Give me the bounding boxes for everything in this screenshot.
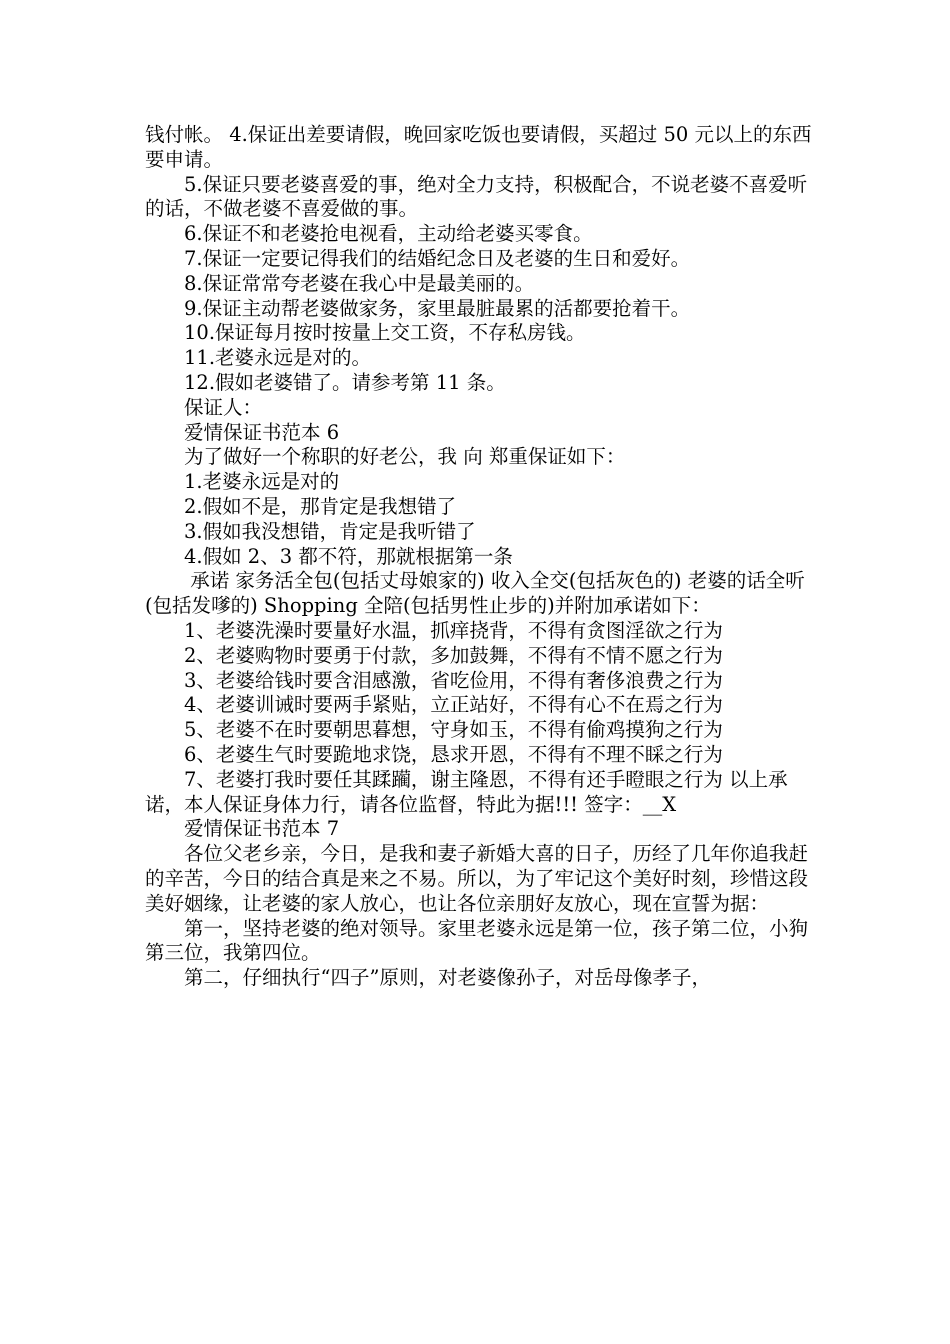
paragraph: 1.老婆永远是对的 <box>184 470 340 494</box>
paragraph: 3、老婆给钱时要含泪感激，省吃俭用，不得有奢侈浪费之行为 <box>184 668 723 692</box>
section-heading: 爱情保证书范本 7 <box>184 817 340 841</box>
paragraph: 第二，仔细执行“四子”原则，对老婆像孙子，对岳母像孝子， <box>184 966 711 990</box>
section-heading: 爱情保证书范本 6 <box>184 420 340 444</box>
paragraph: 各位父老乡亲，今日，是我和妻子新婚大喜的日子，历经了几年你追我赶的辛苦，今日的结合真是来之不易。所以，为了牢记这个美好时刻，珍惜这段美好姻缘，让老婆的家人放心，也让各位亲朋好友放心，现在宣誓为据： <box>145 842 809 915</box>
paragraph: 4.假如 2、3 都不符，那就根据第一条 <box>184 544 513 568</box>
paragraph: 8.保证常常夸老婆在我心中是最美丽的。 <box>184 271 535 295</box>
paragraph: 7.保证一定要记得我们的结婚纪念日及老婆的生日和爱好。 <box>184 246 691 270</box>
paragraph: 为了做好一个称职的好老公，我 向 郑重保证如下： <box>184 445 626 469</box>
paragraph: 4、老婆训诫时要两手紧贴，立正站好，不得有心不在焉之行为 <box>184 693 723 717</box>
paragraph: 2、老婆购物时要勇于付款，多加鼓舞，不得有不情不愿之行为 <box>184 643 723 667</box>
paragraph: 6、老婆生气时要跪地求饶，恳求开恩，不得有不理不睬之行为 <box>184 742 723 766</box>
paragraph: 7、老婆打我时要任其蹂躏，谢主隆恩，不得有还手瞪眼之行为 以上承诺，本人保证身体力行，请各位监督，特此为据!!! 签字：__X <box>145 767 788 816</box>
paragraph: 5.保证只要老婆喜爱的事，绝对全力支持，积极配合，不说老婆不喜爱听的话，不做老婆不喜爱做的事。 <box>145 172 808 221</box>
signatory-label: 保证人： <box>184 395 263 419</box>
paragraph: 钱付帐。 4.保证出差要请假，晚回家吃饭也要请假，买超过 50 元以上的东西要申请。 <box>145 123 812 171</box>
paragraph: 11.老婆永远是对的。 <box>184 346 372 370</box>
paragraph: 承诺 家务活全包(包括丈母娘家的) 收入全交(包括灰色的) 老婆的话全听(包括发嗲的) Shopping 全陪(包括男性止步的)并附加承诺如下： <box>145 569 805 618</box>
paragraph: 12.假如老婆错了。请参考第 11 条。 <box>184 370 506 394</box>
paragraph: 9.保证主动帮老婆做家务，家里最脏最累的活都要抢着干。 <box>184 296 691 320</box>
paragraph: 3.假如我没想错，肯定是我听错了 <box>184 519 476 543</box>
document-body <box>145 123 817 991</box>
paragraph: 第一，坚持老婆的绝对领导。家里老婆永远是第一位，孩子第二位，小狗第三位，我第四位。 <box>145 916 809 965</box>
paragraph: 2.假如不是，那肯定是我想错了 <box>184 494 457 518</box>
paragraph: 1、老婆洗澡时要量好水温，抓痒挠背，不得有贪图淫欲之行为 <box>184 618 723 642</box>
paragraph: 6.保证不和老婆抢电视看，主动给老婆买零食。 <box>184 222 593 246</box>
paragraph: 10.保证每月按时按量上交工资，不存私房钱。 <box>184 321 586 345</box>
paragraph: 5、老婆不在时要朝思暮想，守身如玉，不得有偷鸡摸狗之行为 <box>184 718 723 742</box>
